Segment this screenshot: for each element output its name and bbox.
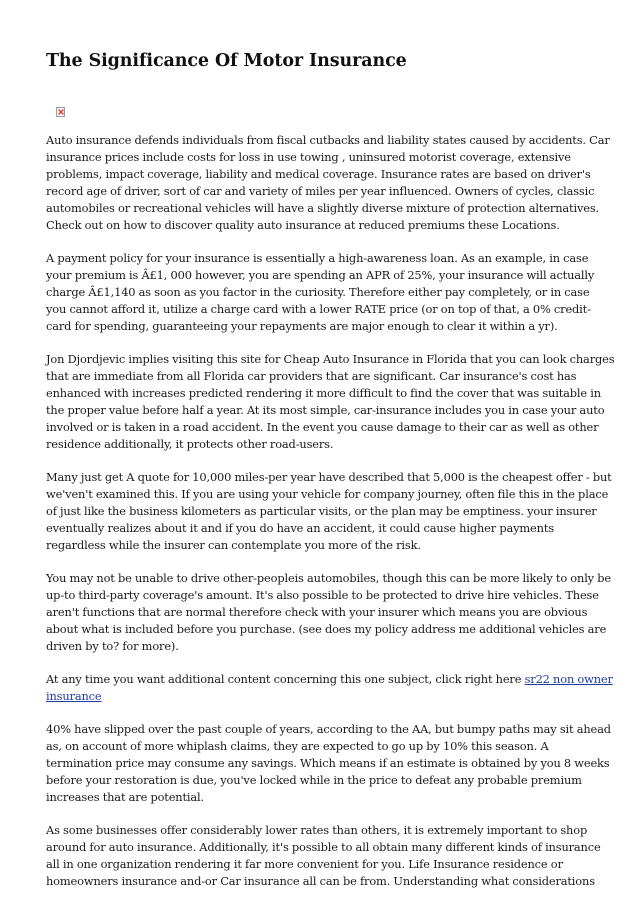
paragraph-5 [46, 570, 611, 655]
text-line: automobiles or recreational vehicles will have a slightly diverse mixture of protection alternatives. [46, 201, 600, 215]
text-line: aren't functions that are normal therefore check with your insurer which means you are obvious [46, 605, 588, 619]
paragraph-7 [46, 721, 611, 806]
document-title: The Significance Of Motor Insurance [46, 51, 407, 71]
broken-image-cross-icon [58, 109, 64, 115]
text-line: card for spending, guaranteeing your repayments are major enough to clear it within a yr). [46, 319, 558, 333]
link-intro-text: At any time you want additional content concerning this one subject, click right here [46, 672, 525, 686]
text-line: all in one organization rendering it far more convenient for you. Life Insurance residence or [46, 857, 563, 871]
text-line: increases that are potential. [46, 790, 205, 804]
text-line: your premium is Â£1, 000 however, you are spending an APR of 25%, your insurance will actually [46, 268, 595, 282]
text-line: regardless while the insurer can contemplate you more of the risk. [46, 538, 421, 552]
text-line: As some businesses offer considerably lower rates than others, it is extremely important to shop [46, 823, 588, 837]
text-line: charge Â£1,140 as soon as you factor in the curiosity. Therefore either pay completely, or in case [46, 285, 590, 299]
text-line: involved or is taken in a road accident. In the event you cause damage to their car as well as other [46, 420, 599, 434]
text-line: homeowners insurance and-or Car insurance all can be from. Understanding what considerations [46, 874, 595, 888]
text-line: residence additionally, it protects other road-users. [46, 437, 334, 451]
text-line: problems, impact coverage, liability and medical coverage. Insurance rates are based on driver's [46, 167, 591, 181]
text-line: the proper value before half a year. At its most simple, car-insurance includes you in case your auto [46, 403, 605, 417]
text-line: insurance prices include costs for loss in use towing , uninsured motorist coverage, extensive [46, 150, 571, 164]
text-line: Auto insurance defends individuals from fiscal cutbacks and liability states caused by accidents. Car [46, 133, 610, 147]
text-line: You may not be unable to drive other-peopleis automobiles, though this can be more likely to only be [46, 571, 611, 585]
text-line: driven by to? for more). [46, 639, 179, 653]
paragraph-2 [46, 250, 594, 335]
text-line: around for auto insurance. Additionally, it's possible to all obtain many different kinds of insurance [46, 840, 601, 854]
paragraph-4 [46, 469, 612, 554]
paragraph-1 [46, 132, 610, 234]
paragraph-3 [46, 351, 615, 453]
text-line: Check out on how to discover quality auto insurance at reduced premiums these Locations. [46, 218, 560, 232]
text-line: 40% have slipped over the past couple of years, according to the AA, but bumpy paths may sit ahead [46, 722, 611, 736]
text-line: up-to third-party coverage's amount. It's also possible to be protected to drive hire vehicles. These [46, 588, 599, 602]
text-line: record age of driver, sort of car and variety of miles per year influenced. Owners of cycles, classic [46, 184, 595, 198]
text-line: that are immediate from all Florida car providers that are significant. Car insurance's cost has [46, 369, 577, 383]
text-line: Many just get A quote for 10,000 miles-per year have described that 5,000 is the cheapest offer - but [46, 470, 612, 484]
text-line: of just like the business kilometers as particular visits, or the plan may be emptiness. your insurer [46, 504, 597, 518]
text-line [46, 688, 594, 705]
sr22-non-owner-insurance-link-continued[interactable]: insurance [46, 689, 102, 703]
text-line: as, on account of more whiplash claims, they are expected to go up by 10% this season. A [46, 739, 549, 753]
broken-image-icon [56, 107, 65, 117]
text-line [46, 671, 613, 688]
text-line: termination price may consume any savings. Which means if an estimate is obtained by you 8 weeks [46, 756, 610, 770]
text-line: eventually realizes about it and if you do have an accident, it could cause higher payments [46, 521, 554, 535]
text-line: we'ven't examined this. If you are using your vehicle for company journey, often file this in the place [46, 487, 609, 501]
text-line: A payment policy for your insurance is essentially a high-awareness loan. As an example, in case [46, 251, 589, 265]
document-body [46, 132, 615, 906]
text-line: you cannot afford it, utilize a charge card with a lower RATE price (or on top of that, a 0% credit- [46, 302, 591, 316]
sr22-non-owner-insurance-link[interactable]: sr22 non owner [524, 672, 613, 686]
paragraph-6 [46, 671, 613, 705]
text-line: enhanced with increases predicted rendering it more difficult to find the cover that was suitable in [46, 386, 601, 400]
paragraph-8 [46, 822, 601, 890]
text-line: Jon Djordjevic implies visiting this site for Cheap Auto Insurance in Florida that you can look charges [46, 352, 615, 366]
text-line: before your restoration is due, you've locked while in the price to defeat any probable premium [46, 773, 582, 787]
text-line: about what is included before you purchase. (see does my policy address me additional vehicles are [46, 622, 607, 636]
